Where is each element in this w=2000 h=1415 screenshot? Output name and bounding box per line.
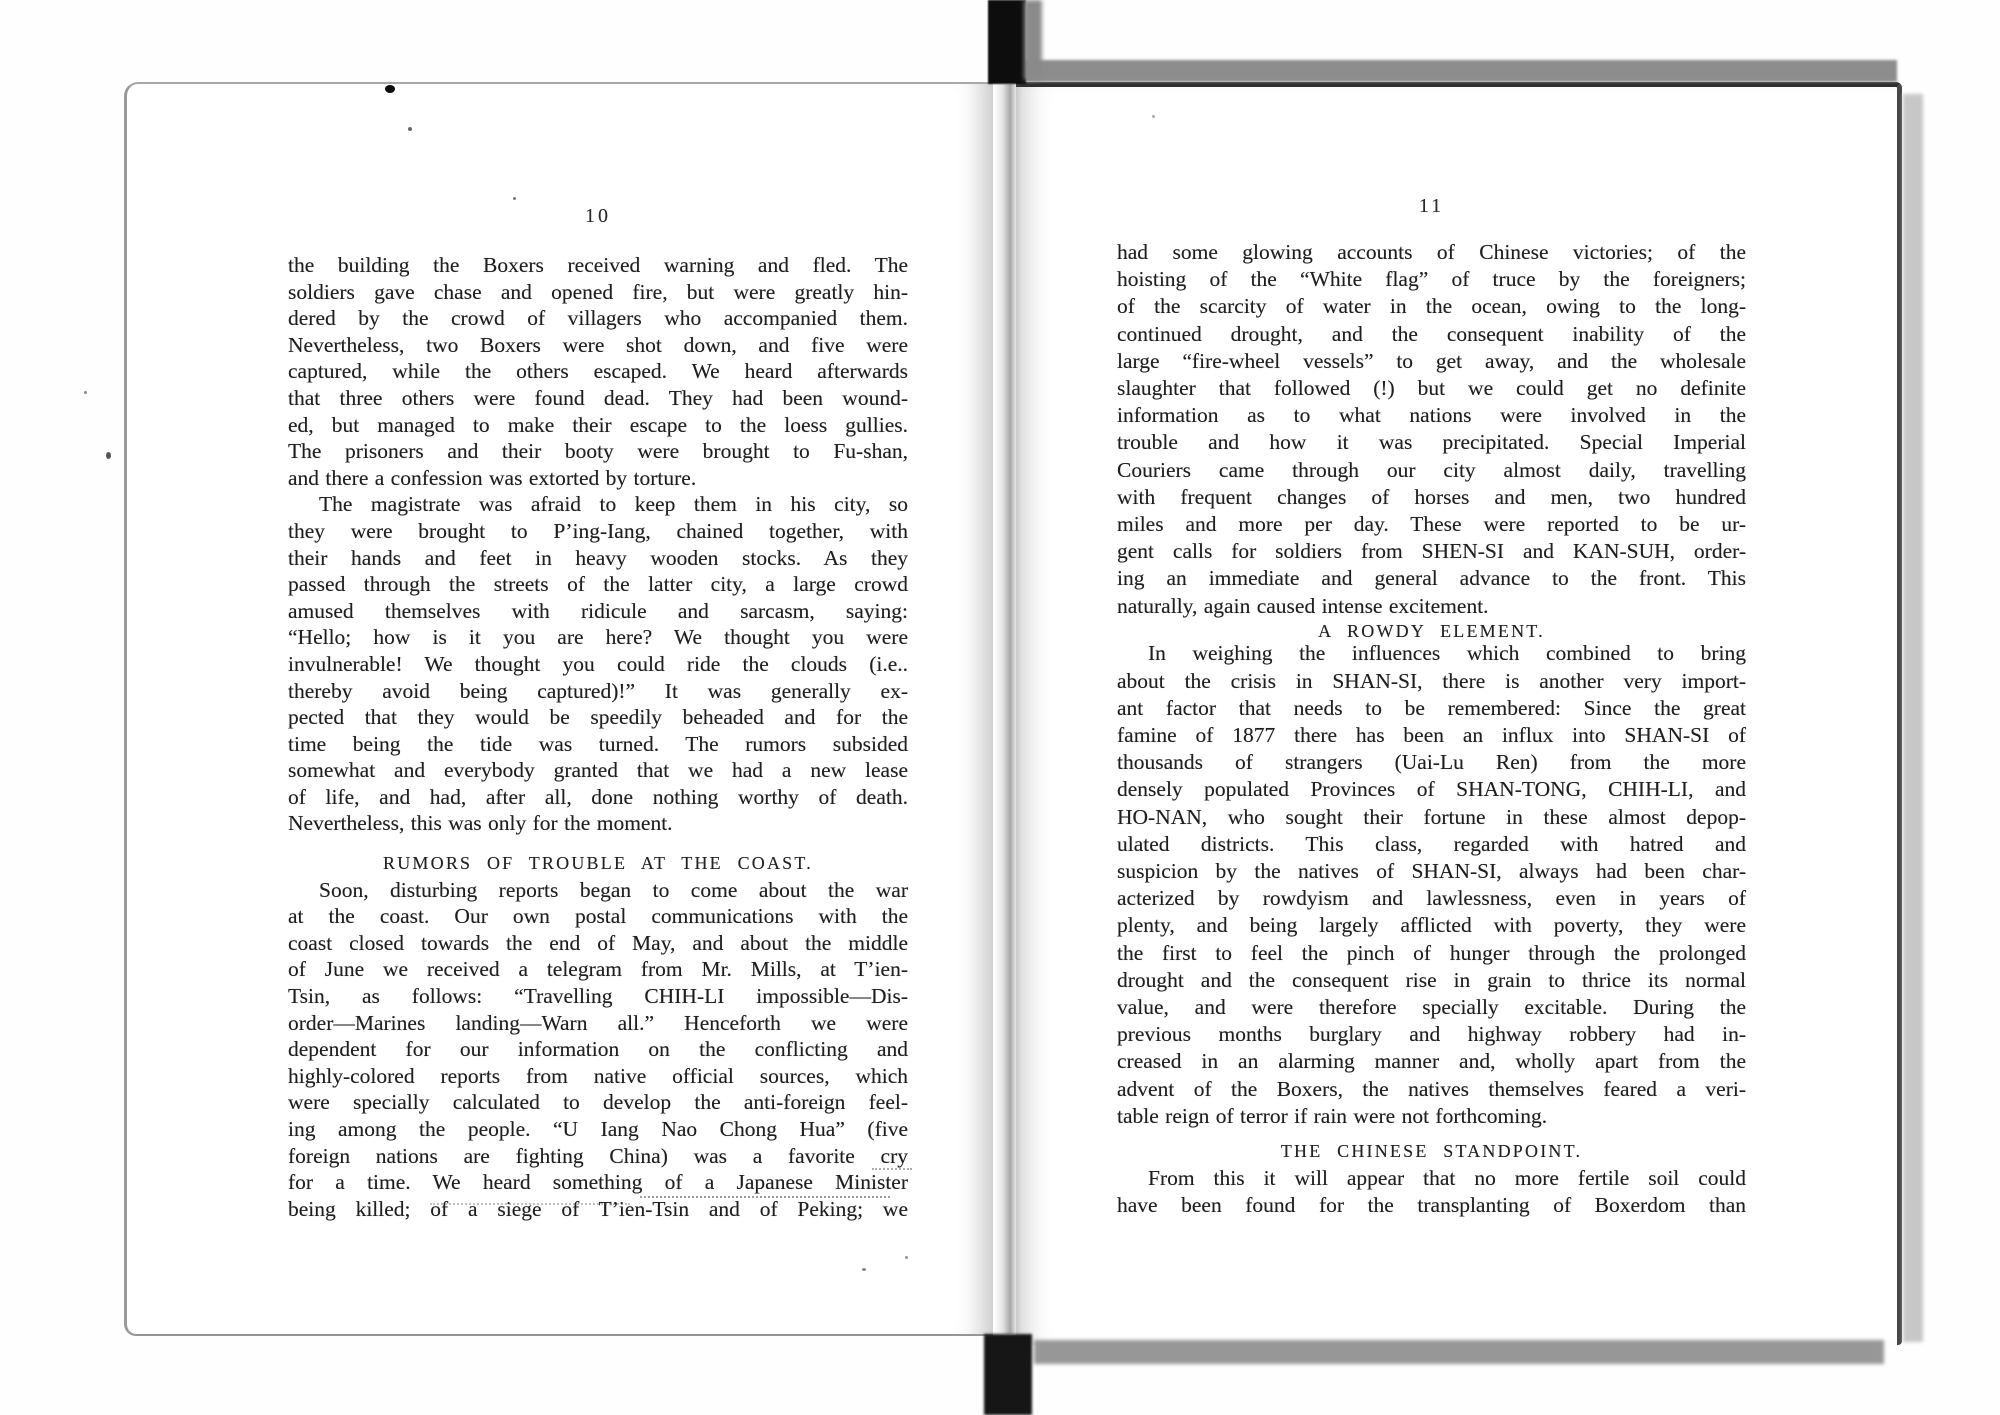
text-line: suspicion by the natives of SHAN-SI, always had been char-: [1117, 859, 1746, 884]
text-line: slaughter that followed (!) but we could get no definite: [1117, 376, 1746, 401]
text-line: “Hello; how is it you are here? We thought you were: [288, 625, 908, 650]
ink-speck: [84, 391, 87, 394]
text-line: From this it will appear that no more fertile soil could: [1148, 1165, 1746, 1190]
text-line: that three others were found dead. They had been wound-: [288, 385, 908, 410]
text-line: their hands and feet in heavy wooden stocks. As they: [288, 545, 908, 570]
text-line: Nevertheless, this was only for the moment.: [288, 811, 673, 836]
text-line: densely populated Provinces of SHAN-TONG, CHIH-LI, and: [1117, 777, 1746, 802]
text-line: ing among the people. “U Iang Nao Chong Hua” (five: [288, 1117, 908, 1141]
right-page-text-column: [1117, 239, 1746, 1219]
paragraph-continued-from-previous-page: [288, 252, 908, 491]
text-line: the first to feel the pinch of hunger through the prolonged: [1117, 940, 1746, 965]
text-line: time being the tide was turned. The rumors subsided: [288, 731, 908, 756]
ink-speck: [385, 85, 395, 93]
paragraph: [288, 877, 908, 1223]
text-line: were specially calculated to develop the anti-foreign feel-: [288, 1090, 908, 1115]
right-page-top-edge-shadow: [1020, 60, 1897, 82]
text-line: The magistrate was afraid to keep them in his city, so: [319, 492, 908, 517]
paragraph-continued-from-previous-page: [1117, 239, 1746, 620]
scan-smudge-row: [872, 1168, 912, 1170]
ink-speck: [1152, 115, 1155, 118]
text-line: somewhat and everybody granted that we had a new lease: [288, 758, 908, 783]
ink-speck: [862, 1268, 866, 1271]
page-number-left: 10: [585, 205, 611, 227]
text-line: The prisoners and their booty were brought to Fu-shan,: [288, 439, 908, 464]
text-line: had some glowing accounts of Chinese victories; of the: [1117, 240, 1746, 264]
text-line: thereby avoid being captured)!” It was generally ex-: [288, 678, 908, 703]
left-page-text-column: [288, 252, 908, 1222]
text-line: advent of the Boxers, the natives themselves feared a veri-: [1117, 1076, 1746, 1101]
text-line: Nevertheless, two Boxers were shot down, and five were: [288, 332, 908, 357]
text-line: foreign nations are fighting China) was a favorite cry: [288, 1143, 908, 1168]
text-line: naturally, again caused intense excitement.: [1117, 593, 1489, 618]
text-line: trouble and how it was precipitated. Special Imperial: [1117, 430, 1746, 455]
text-line: they were brought to P’ing-Iang, chained together, with: [288, 518, 908, 543]
text-line: dependent for our information on the conflicting and: [288, 1037, 908, 1062]
book-spine-bottom: [984, 1334, 1032, 1415]
right-page-bottom-edge-shadow: [1034, 1340, 1884, 1364]
text-line: with frequent changes of horses and men, two hundred: [1117, 484, 1746, 509]
text-line: gent calls for soldiers from SHEN-SI and KAN-SUH, order-: [1117, 539, 1746, 564]
paragraph: [288, 491, 908, 837]
fore-edge-page-stack: [1903, 94, 1923, 1342]
scan-smudge-row: [430, 1203, 630, 1205]
text-line: captured, while the others escaped. We heard afterwards: [288, 359, 908, 384]
text-line: the building the Boxers received warning and fled. The: [288, 253, 908, 277]
section-heading-rumors-of-trouble: RUMORS OF TROUBLE AT THE COAST.: [383, 853, 813, 874]
paragraph: [1117, 1165, 1746, 1219]
text-line: value, and were therefore specially excitable. During the: [1117, 995, 1746, 1020]
text-line: coast closed towards the end of May, and about the middle: [288, 930, 908, 955]
text-line: of June we received a telegram from Mr. Mills, at T’ien-: [288, 957, 908, 982]
text-line: dered by the crowd of villagers who accompanied them.: [288, 306, 908, 331]
text-line: hoisting of the “White flag” of truce by the foreigners;: [1117, 267, 1746, 292]
scan-smudge-row: [640, 1196, 890, 1198]
text-line: Tsin, as follows: “Travelling CHIH-LI impossible—Dis-: [288, 984, 908, 1009]
text-line: ant factor that needs to be remembered: Since the great: [1117, 695, 1746, 720]
text-line: and there a confession was extorted by torture.: [288, 465, 697, 490]
text-line: at the coast. Our own postal communications with the: [288, 904, 908, 929]
text-line: ulated districts. This class, regarded with hatred and: [1117, 831, 1746, 856]
text-line: highly-colored reports from native official sources, which: [288, 1063, 908, 1088]
text-line: of life, and had, after all, done nothing worthy of death.: [288, 784, 908, 809]
page-number-right: 11: [1418, 195, 1445, 217]
text-line: famine of 1877 there has been an influx into SHAN-SI of: [1117, 723, 1746, 748]
text-line: table reign of terror if rain were not forthcoming.: [1117, 1103, 1548, 1128]
ink-speck: [106, 452, 111, 459]
ink-speck: [513, 197, 516, 200]
ink-speck: [408, 127, 412, 131]
text-line: plenty, and being largely afflicted with poverty, they were: [1117, 913, 1746, 938]
text-line: continued drought, and the consequent inability of the: [1117, 321, 1746, 346]
text-line: invulnerable! We thought you could ride the clouds (i.e..: [288, 651, 908, 676]
text-line: HO-NAN, who sought their fortune in these almost depop-: [1117, 804, 1746, 829]
text-line: large “fire-wheel vessels” to get away, and the wholesale: [1117, 348, 1746, 373]
text-line: order—Marines landing—Warn all.” Henceforth we were: [288, 1010, 908, 1035]
text-line: soldiers gave chase and opened fire, but were greatly hin-: [288, 279, 908, 304]
text-line: for a time. We heard something of a Japanese Minister: [288, 1170, 908, 1195]
paragraph: [1117, 640, 1746, 1130]
text-line: acterized by rowdyism and lawlessness, even in years of: [1117, 886, 1746, 911]
text-line: information as to what nations were involved in the: [1117, 403, 1746, 428]
section-heading-chinese-standpoint: THE CHINESE STANDPOINT.: [1280, 1141, 1583, 1162]
text-line: Soon, disturbing reports began to come about the war: [319, 877, 908, 902]
section-heading-a-rowdy-element: A ROWDY ELEMENT.: [1318, 620, 1545, 641]
text-line: ed, but managed to make their escape to the loess gullies.: [288, 412, 908, 437]
text-line: pected that they would be speedily beheaded and for the: [288, 705, 908, 730]
text-line: In weighing the influences which combined to bring: [1148, 641, 1746, 666]
book-spine-top: [988, 0, 1026, 84]
text-line: amused themselves with ridicule and sarcasm, saying:: [288, 598, 908, 623]
text-line: drought and the consequent rise in grain to thrice its normal: [1117, 967, 1746, 992]
book-spine-top-shadow: [1024, 0, 1042, 80]
page-gutter-crease: [994, 84, 1022, 1334]
ink-speck: [905, 1256, 908, 1259]
text-line: passed through the streets of the latter city, a large crowd: [288, 572, 908, 597]
text-line: thousands of strangers (Uai-Lu Ren) from the more: [1117, 750, 1746, 775]
text-line: miles and more per day. These were reported to be ur-: [1117, 512, 1746, 537]
text-line: being killed; of a siege of T’ien-Tsin and of Peking; we: [288, 1196, 908, 1221]
text-line: Couriers came through our city almost daily, travelling: [1117, 457, 1746, 482]
text-line: have been found for the transplanting of Boxerdom than: [1117, 1192, 1746, 1217]
text-line: about the crisis in SHAN-SI, there is another very import-: [1117, 668, 1746, 693]
text-line: creased in an alarming manner and, wholly apart from the: [1117, 1049, 1746, 1074]
text-line: of the scarcity of water in the ocean, owing to the long-: [1117, 294, 1746, 319]
text-line: previous months burglary and highway robbery had in-: [1117, 1022, 1746, 1047]
text-line: ing an immediate and general advance to the front. This: [1117, 566, 1746, 591]
